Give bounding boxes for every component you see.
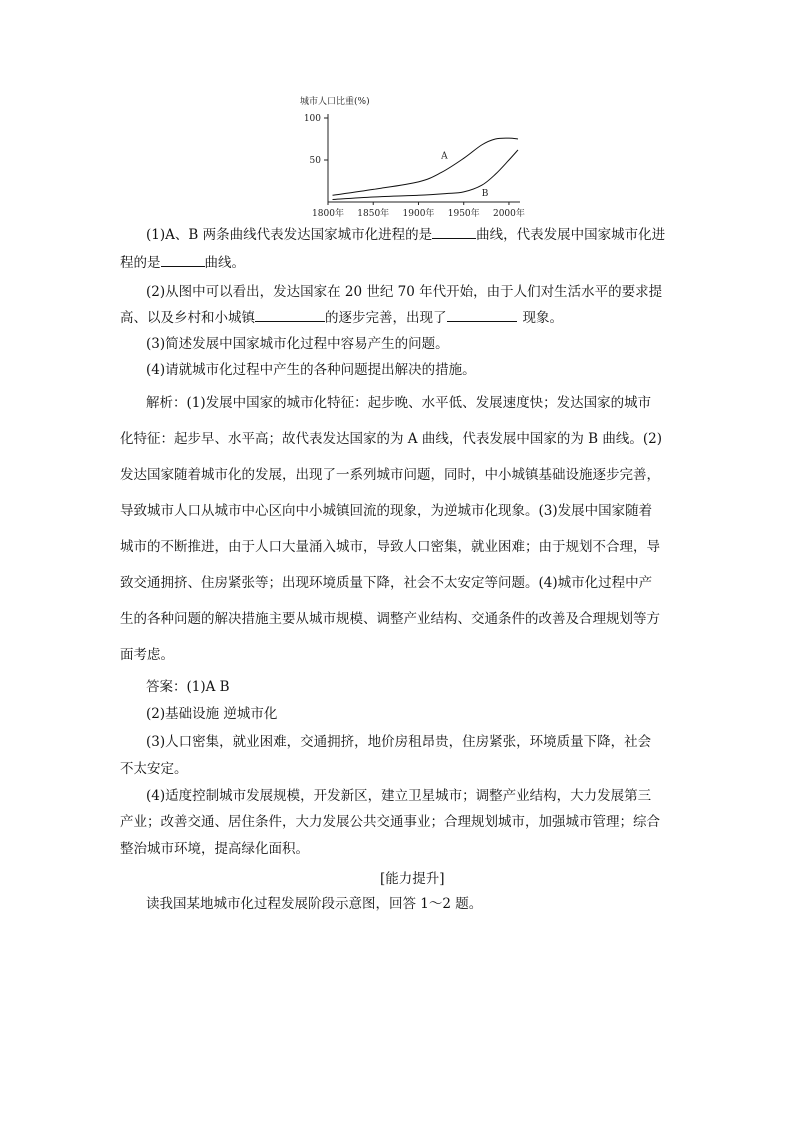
analysis-line-7: 生的各种问题的解决措施主要从城市规模、调整产业结构、交通条件的改善及合理规划等方 xyxy=(120,611,660,627)
answer-4-line-1: (4)适度控制城市发展规模，开发新区，建立卫星城市；调整产业结构，大力发展第三 xyxy=(146,788,652,804)
x-tick-label: 2000年 xyxy=(492,209,525,219)
q1-blank-1 xyxy=(432,226,476,239)
analysis-line-8: 面考虑。 xyxy=(120,647,174,663)
question-4: (4)请就城市化过程中产生的各种问题提出解决的措施。 xyxy=(146,362,476,378)
q1-text-4: 曲线。 xyxy=(204,255,245,271)
y-axis-label: 城市人口比重(%) xyxy=(300,97,370,107)
question-2-line-1: (2)从图中可以看出，发达国家在 20 世纪 70 年代开始，由于人们对生活水平的要求提 xyxy=(146,284,663,300)
y-tick-label: 50 xyxy=(309,156,321,166)
answer-2: (2)基础设施 逆城市化 xyxy=(146,706,278,722)
curve-b-label: B xyxy=(481,189,489,200)
analysis-line-4: 导致城市人口从城市中心区向中小城镇回流的现象，为逆城市化现象。(3)发展中国家随着 xyxy=(120,503,653,519)
x-tick-label: 1850年 xyxy=(357,209,390,219)
q1-blank-2 xyxy=(161,254,205,267)
x-tick-label: 1950年 xyxy=(447,209,480,219)
analysis-line-3: 发达国家随着城市化的发展，出现了一系列城市问题，同时，中小城镇基础设施逐步完善， xyxy=(120,467,660,483)
q1-text-3: 程的是 xyxy=(120,255,161,271)
curve-a-label: A xyxy=(441,151,448,162)
urbanization-chart xyxy=(290,92,530,222)
answer-4-line-3: 整治城市环境，提高绿化面积。 xyxy=(120,841,309,857)
curve-b-line xyxy=(333,150,518,200)
q2-text-4: 现象。 xyxy=(522,310,563,326)
x-tick-label: 1900年 xyxy=(402,209,435,219)
question-2-line-2 xyxy=(120,309,563,327)
answer-1: 答案：(1)A B xyxy=(146,679,230,695)
question-1-line-2 xyxy=(120,254,245,272)
question-1-line-1 xyxy=(146,226,665,244)
q1-text-2: 曲线，代表发展中国家城市化进 xyxy=(476,227,666,243)
analysis-line-1: 解析：(1)发展中国家的城市化特征：起步晚、水平低、发展速度快；发达国家的城市 xyxy=(146,395,652,411)
answer-3-line-1: (3)人口密集，就业困难，交通拥挤，地价房租昂贵，住房紧张，环境质量下降，社会 xyxy=(146,734,652,750)
q2-text-3: 的逐步完善，出现了 xyxy=(325,310,447,326)
q2-blank-2 xyxy=(447,309,517,322)
q2-text-2: 高、以及乡村和小城镇 xyxy=(120,310,255,326)
q1-text-1: (1)A、B 两条曲线代表发达国家城市化进程的是 xyxy=(146,227,433,243)
q2-blank-1 xyxy=(255,309,325,322)
section-heading: [能力提升] xyxy=(380,871,445,887)
answer-3-line-2: 不太安定。 xyxy=(120,761,188,777)
analysis-line-2: 化特征：起步早、水平高；故代表发达国家的为 A 曲线，代表发展中国家的为 B 曲线。(2) xyxy=(120,431,662,447)
analysis-line-5: 城市的不断推进，由于人口大量涌入城市，导致人口密集，就业困难；由于规划不合理，导 xyxy=(120,539,660,555)
answer-4-line-2: 产业；改善交通、居住条件，大力发展公共交通事业；合理规划城市，加强城市管理；综合 xyxy=(120,814,660,830)
final-prompt: 读我国某地城市化过程发展阶段示意图，回答 1～2 题。 xyxy=(146,896,483,912)
x-tick-label: 1800年 xyxy=(312,209,344,219)
y-tick-label: 100 xyxy=(303,114,321,124)
question-3: (3)简述发展中国家城市化过程中容易产生的问题。 xyxy=(146,336,449,352)
analysis-line-6: 致交通拥挤、住房紧张等；出现环境质量下降，社会不太安定等问题。(4)城市化过程中产 xyxy=(120,575,653,591)
curve-a-line xyxy=(333,138,518,195)
